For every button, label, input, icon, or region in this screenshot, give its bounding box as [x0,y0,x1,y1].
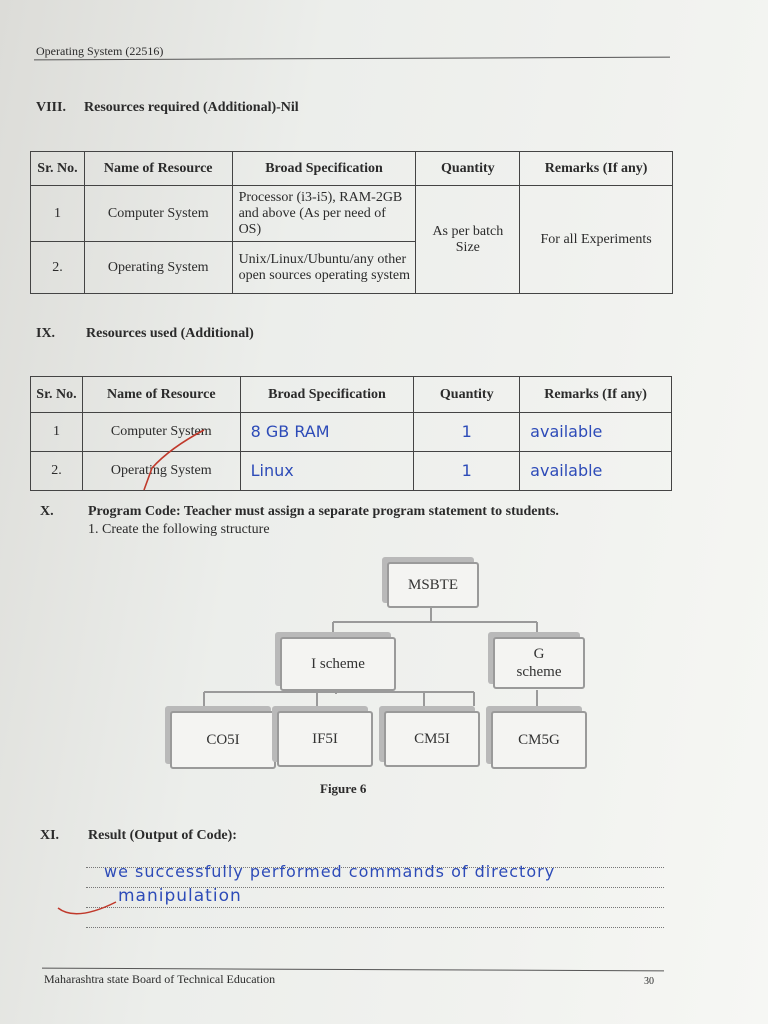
col-header-spec: Broad Specification [240,377,414,413]
tree-node-co5i: CO5I [170,711,276,769]
cell-qty-handwritten: 1 [414,413,520,452]
cell-name: Computer System [84,186,232,242]
cell-qty-handwritten: 1 [414,452,520,491]
table-row [31,452,672,491]
section-number: X. [40,504,54,519]
cell-spec: Unix/Linux/Ubuntu/any other open sources operating system [232,242,416,294]
cell-sr: 2. [31,242,85,294]
table-row [31,413,672,452]
cell-name: Operating System [82,452,240,491]
result-handwritten-line2: manipulation [118,886,242,906]
col-header-name: Name of Resource [84,152,232,186]
section-title: Resources required (Additional)-Nil [84,100,299,115]
resources-required-table [30,151,673,294]
check-mark-icon [130,420,210,500]
cell-sr: 2. [31,452,83,491]
col-header-qty: Quantity [416,152,520,186]
program-instruction: 1. Create the following structure [88,522,270,537]
tree-node-cm5g: CM5G [491,711,587,769]
check-mark-icon [56,896,126,926]
cell-remarks-handwritten: available [520,452,672,491]
col-header-remarks: Remarks (If any) [520,152,673,186]
cell-spec-handwritten: 8 GB RAM [240,413,414,452]
figure-caption: Figure 6 [320,781,367,796]
col-header-sr: Sr. No. [31,377,83,413]
section-title: Result (Output of Code): [88,828,237,843]
tree-node-if5i: IF5I [277,711,373,767]
col-header-sr: Sr. No. [31,152,85,186]
answer-line [86,927,664,928]
table-row [31,186,673,242]
col-header-name: Name of Resource [82,377,240,413]
tree-node-cm5i: CM5I [384,711,480,767]
table-header-row [31,377,672,413]
section-number: VIII. [36,100,66,115]
section-8-heading [36,100,299,116]
section-title: Program Code: Teacher must assign a separate program statement to students. [88,504,559,519]
section-10-heading [40,504,559,520]
tree-node-msbte: MSBTE [387,562,479,608]
footer-organization: Maharashtra state Board of Technical Education [44,972,276,986]
section-number: XI. [40,828,60,843]
resources-used-table [30,376,672,491]
cell-name: Operating System [84,242,232,294]
cell-remarks: For all Experiments [520,186,673,294]
table-header-row [31,152,673,186]
footer-rule [42,968,664,972]
cell-sr: 1 [31,186,85,242]
answer-line [86,907,664,908]
page-number: 30 [644,976,654,987]
cell-sr: 1 [31,413,83,452]
header-title: Operating System (22516) [36,44,164,58]
cell-quantity: As per batch Size [416,186,520,294]
section-title: Resources used (Additional) [86,326,254,341]
col-header-remarks: Remarks (If any) [520,377,672,413]
col-header-qty: Quantity [414,377,520,413]
section-9-heading [36,326,254,342]
tree-node-g-scheme: G scheme [493,637,585,689]
col-header-spec: Broad Specification [232,152,416,186]
cell-spec: Processor (i3-i5), RAM-2GB and above (As per need of OS) [232,186,416,242]
section-11-heading [40,828,237,844]
tree-node-i-scheme: I scheme [280,637,396,691]
cell-remarks-handwritten: available [520,413,672,452]
section-number: IX. [36,326,56,341]
cell-name: Computer System [82,413,240,452]
cell-spec-handwritten: Linux [240,452,414,491]
result-handwritten-line1: we successfully performed commands of directory [104,862,556,881]
